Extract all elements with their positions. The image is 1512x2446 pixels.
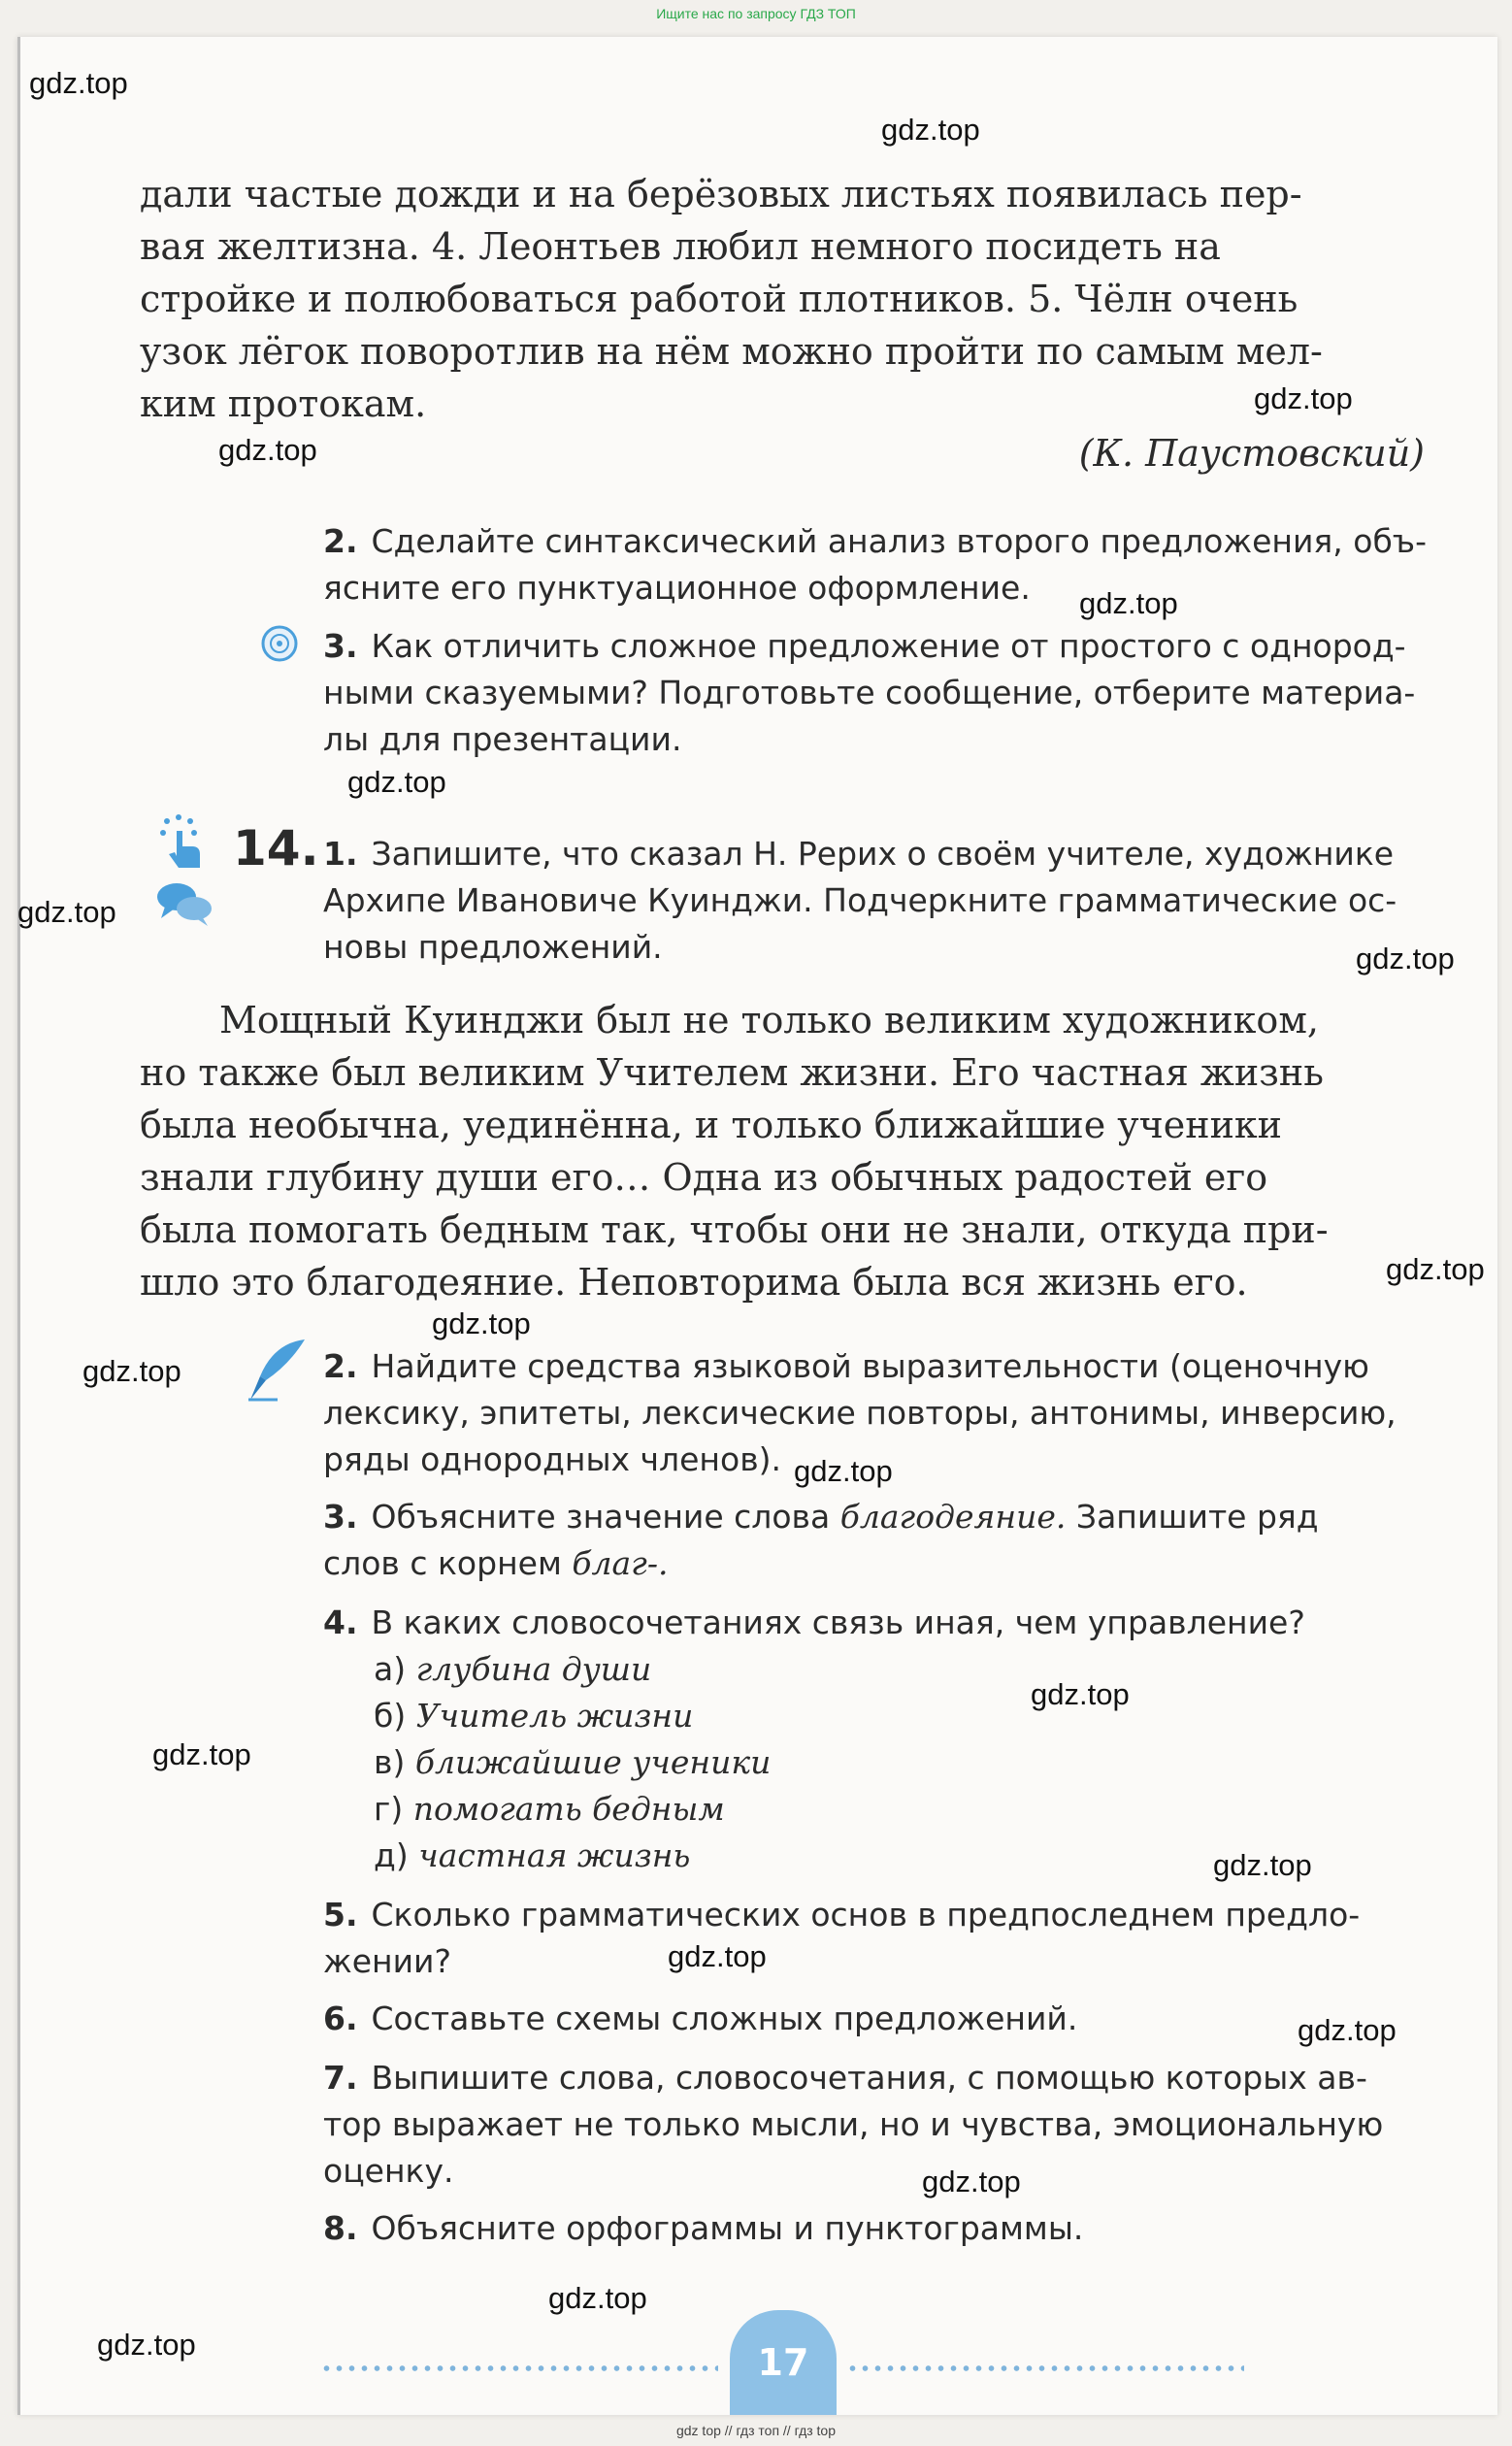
italic-word: благодеяние. <box>839 1498 1067 1536</box>
watermark: gdz.top <box>881 113 980 147</box>
question-text: жении? <box>323 1942 452 1980</box>
watermark: gdz.top <box>1356 942 1455 975</box>
question-2 <box>323 522 1427 560</box>
footer-dots-left <box>320 2364 718 2372</box>
question-text: слов с корнем <box>323 1544 573 1582</box>
passage-line: вая желтизна. 4. Леонтьев любил немного посидеть на <box>140 225 1221 268</box>
watermark: gdz.top <box>218 433 317 467</box>
italic-word: благ-. <box>572 1544 669 1582</box>
option-letter: г) <box>374 1790 404 1828</box>
watermark: gdz.top <box>1031 1677 1130 1711</box>
answer-option <box>374 1650 651 1688</box>
passage-line: была необычна, уединённа, и только ближайшие ученики <box>140 1104 1282 1146</box>
question-text: лы для презентации. <box>323 720 682 758</box>
watermark: gdz.top <box>1386 1252 1485 1286</box>
question-text: Сколько грамматических основ в предпоследнем предло- <box>371 1896 1361 1934</box>
passage-line: Мощный Куинджи был не только великим художником, <box>219 999 1319 1041</box>
question-number: 5. <box>323 1896 358 1934</box>
option-text: Учитель жизни <box>415 1697 694 1735</box>
task14-question-2 <box>323 1347 1369 1385</box>
passage-line: ким протокам. <box>140 382 427 425</box>
watermark: gdz.top <box>1079 586 1178 620</box>
task14-question-5 <box>323 1896 1360 1934</box>
task14-question-1 <box>323 835 1394 873</box>
question-number: 2. <box>323 1347 358 1385</box>
task14-question-8 <box>323 2209 1083 2247</box>
answer-option <box>374 1790 725 1828</box>
passage-line: стройке и полюбоваться работой плотников. 5. Чёлн очень <box>140 278 1298 320</box>
watermark: gdz.top <box>432 1306 531 1340</box>
speech-bubbles-icon <box>155 881 214 926</box>
author-attribution: (К. Паустовский) <box>1078 432 1425 475</box>
task14-question-4 <box>323 1603 1305 1641</box>
question-number: 3. <box>323 627 358 665</box>
passage-line: была помогать бедным так, чтобы они не знали, откуда при- <box>140 1208 1329 1251</box>
question-text: Сделайте синтаксический анализ второго предложения, объ- <box>371 522 1428 560</box>
touch-hand-icon <box>157 813 212 872</box>
question-text: Выпишите слова, словосочетания, с помощью которых ав- <box>371 2059 1367 2097</box>
option-letter: а) <box>374 1650 407 1688</box>
task14-question-7 <box>323 2059 1367 2097</box>
watermark: gdz.top <box>17 895 116 929</box>
question-number: 7. <box>323 2059 358 2097</box>
question-number: 4. <box>323 1603 358 1641</box>
answer-option <box>374 1743 771 1781</box>
watermark: gdz.top <box>922 2165 1021 2198</box>
question-text: Как отличить сложное предложение от простого с однород- <box>371 627 1406 665</box>
task14-question-6 <box>323 2000 1077 2037</box>
watermark: gdz.top <box>97 2328 196 2362</box>
watermark: gdz.top <box>82 1354 181 1388</box>
cd-disc-icon <box>260 624 299 663</box>
question-text <box>323 1544 669 1582</box>
option-text: ближайшие ученики <box>414 1743 772 1781</box>
question-text: Найдите средства языковой выразительности (оценочную <box>371 1347 1369 1385</box>
question-text: Архипе Ивановиче Куинджи. Подчеркните грамматические ос- <box>323 881 1397 919</box>
task14-question-3 <box>323 1498 1319 1536</box>
passage-line: шло это благодеяние. Неповторима была вся жизнь его. <box>140 1261 1248 1304</box>
watermark: gdz.top <box>1298 2013 1397 2047</box>
top-banner: Ищите нас по запросу ГДЗ ТОП <box>656 6 856 21</box>
question-number: 2. <box>323 522 358 560</box>
question-3 <box>323 627 1406 665</box>
watermark: gdz.top <box>1213 1848 1312 1882</box>
option-letter: в) <box>374 1743 406 1781</box>
watermark: gdz.top <box>152 1737 251 1771</box>
watermark: gdz.top <box>347 765 446 799</box>
question-text: ясните его пунктуационное оформление. <box>323 569 1031 607</box>
option-text: помогать бедным <box>412 1790 725 1828</box>
question-text: ными сказуемыми? Подготовьте сообщение, отберите материа- <box>323 674 1416 711</box>
watermark: gdz.top <box>29 66 128 100</box>
question-number: 3. <box>323 1498 358 1536</box>
passage-line: узок лёгок поворотлив на нём можно пройти по самым мел- <box>140 330 1323 373</box>
option-text: глубина души <box>415 1650 652 1688</box>
watermark: gdz.top <box>1254 381 1353 415</box>
question-text: Объясните орфограммы и пунктограммы. <box>371 2209 1084 2247</box>
question-text: Запишите ряд <box>1066 1498 1319 1536</box>
option-letter: д) <box>374 1836 409 1874</box>
question-text: Объясните значение слова <box>371 1498 840 1536</box>
page-number: 17 <box>730 2310 837 2415</box>
question-text: Запишите, что сказал Н. Рерих о своём учителе, художнике <box>371 835 1395 873</box>
answer-option <box>374 1697 693 1735</box>
watermark: gdz.top <box>668 1939 767 1973</box>
quill-pen-icon <box>245 1338 309 1404</box>
bottom-banner: gdz top // гдз топ // гдз top <box>675 2423 837 2438</box>
question-text: тор выражает не только мысли, но и чувства, эмоциональную <box>323 2105 1384 2143</box>
question-text: новы предложений. <box>323 928 663 966</box>
question-text: ряды однородных членов). <box>323 1440 782 1478</box>
passage-line: знали глубину души его… Одна из обычных радостей его <box>140 1156 1268 1199</box>
footer-dots-right <box>846 2364 1244 2372</box>
question-text: В каких словосочетаниях связь иная, чем управление? <box>371 1603 1305 1641</box>
question-text: Составьте схемы сложных предложений. <box>371 2000 1078 2037</box>
option-text: частная жизнь <box>418 1836 691 1874</box>
passage-line: но также был великим Учителем жизни. Его частная жизнь <box>140 1051 1324 1094</box>
question-text: оценку. <box>323 2152 454 2190</box>
option-letter: б) <box>374 1697 407 1735</box>
watermark: gdz.top <box>794 1454 893 1488</box>
answer-option <box>374 1836 690 1874</box>
passage-line: дали частые дожди и на берёзовых листьях появилась пер- <box>140 173 1302 215</box>
question-number: 8. <box>323 2209 358 2247</box>
question-number: 6. <box>323 2000 358 2037</box>
watermark: gdz.top <box>548 2281 647 2315</box>
question-text: лексику, эпитеты, лексические повторы, антонимы, инверсию, <box>323 1394 1397 1432</box>
task-number: 14. <box>233 820 319 876</box>
question-number: 1. <box>323 835 358 873</box>
